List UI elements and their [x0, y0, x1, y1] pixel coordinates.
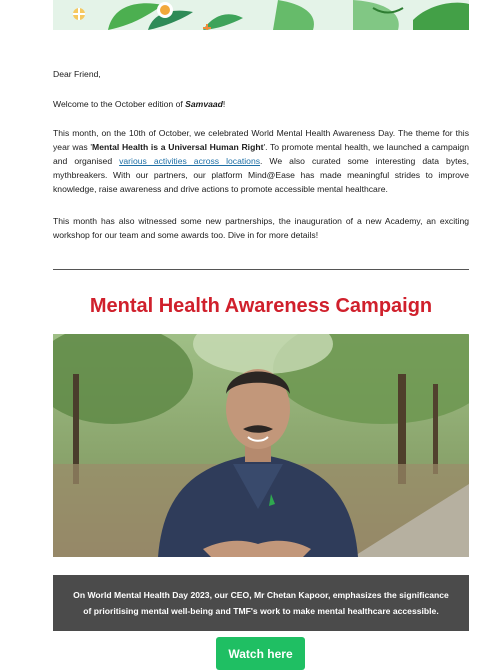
intro-paragraph: [53, 126, 469, 196]
ceo-video-thumbnail[interactable]: [53, 334, 469, 557]
watch-here-button[interactable]: Watch here: [216, 637, 305, 670]
leaf-illustration-icon: [53, 0, 469, 30]
header-banner-illustration: [53, 0, 469, 30]
second-paragraph: This month has also witnessed some new partnerships, the inauguration of a new Academy, an exciting workshop for our team and some awards too. Dive in for more details!: [53, 216, 469, 240]
intro-text-a: This month, on the 10th of October, we celebrated World Mental Health Awareness Day. The theme for this year was ': [53, 128, 469, 152]
welcome-suffix: !: [222, 99, 226, 109]
caption-line-1: On World Mental Health Day 2023, our CEO, Mr Chetan Kapoor, emphasizes the significance: [73, 590, 449, 600]
welcome-prefix: Welcome to the October edition of: [53, 99, 186, 109]
welcome-text: [53, 97, 225, 111]
section-title: Mental Health Awareness Campaign: [89, 295, 433, 317]
caption-line-2: of prioritising mental well-being and TMF's work to make mental healthcare accessible.: [83, 606, 439, 616]
video-caption: [53, 575, 469, 631]
newsletter-name: Samvaad: [185, 99, 223, 109]
ceo-photo-image: [53, 334, 469, 557]
theme-text: Mental Health is a Universal Human Right: [92, 142, 264, 152]
greeting-text: Dear Friend,: [53, 69, 101, 79]
activities-link[interactable]: various activities across locations: [119, 156, 261, 166]
section-divider: [53, 269, 469, 270]
intro-text-c: . We also curated some interesting data bytes, mythbreakers. With our partners, our platform Mind@Ease has made meaningful strides to improve knowledge, raise awareness and drive actions to promote accessible mental healthcare.: [53, 156, 469, 194]
intro-text-b: '. To promote mental health, we launched a campaign and organised: [53, 142, 469, 166]
